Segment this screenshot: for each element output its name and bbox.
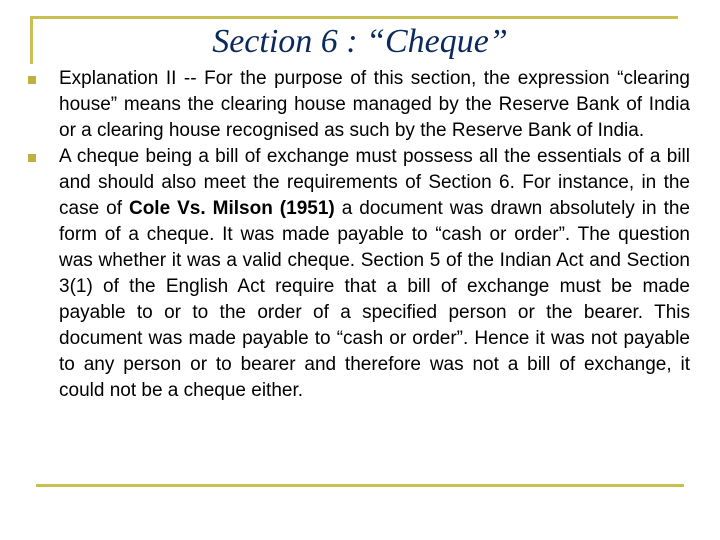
bottom-rule [36,484,684,487]
left-rule [30,16,33,64]
slide-title: Section 6 : “Cheque” [212,23,508,60]
square-bullet-icon [28,76,36,84]
case-text-before: A cheque being a bill of exchange must possess all the essentials of a bill and should also meet the requirements of Section 6. For instance, in the case of [59,146,690,219]
bullet-item-case [24,144,690,404]
bullet-list [24,66,690,404]
bullet-text-explanation: Explanation II -- For the purpose of this section, the expression “clearing house” means the clearing house managed by the Reserve Bank of India or a clearing house recognised as such by the Reserve Bank of India. [59,68,690,141]
bullet-item-explanation [24,66,690,144]
square-bullet-icon [28,154,36,162]
case-name: Cole Vs. Milson (1951) [128,198,335,219]
case-text-after: a document was drawn absolutely in the form of a cheque. It was made payable to “cash or order”. The question was whether it was a valid cheque. Section 5 of the Indian Act and Section 3(1) of the English Act require that a bill of exchange must be made payable to or to the order of a specified person or the bearer. This document was made payable to “cash or order”. Hence it was not payable to any person or to bearer and therefore was not a bill of exchange, it could not be a cheque either. [59,198,690,401]
bullet-text-case [59,144,690,404]
top-rule [30,16,678,19]
